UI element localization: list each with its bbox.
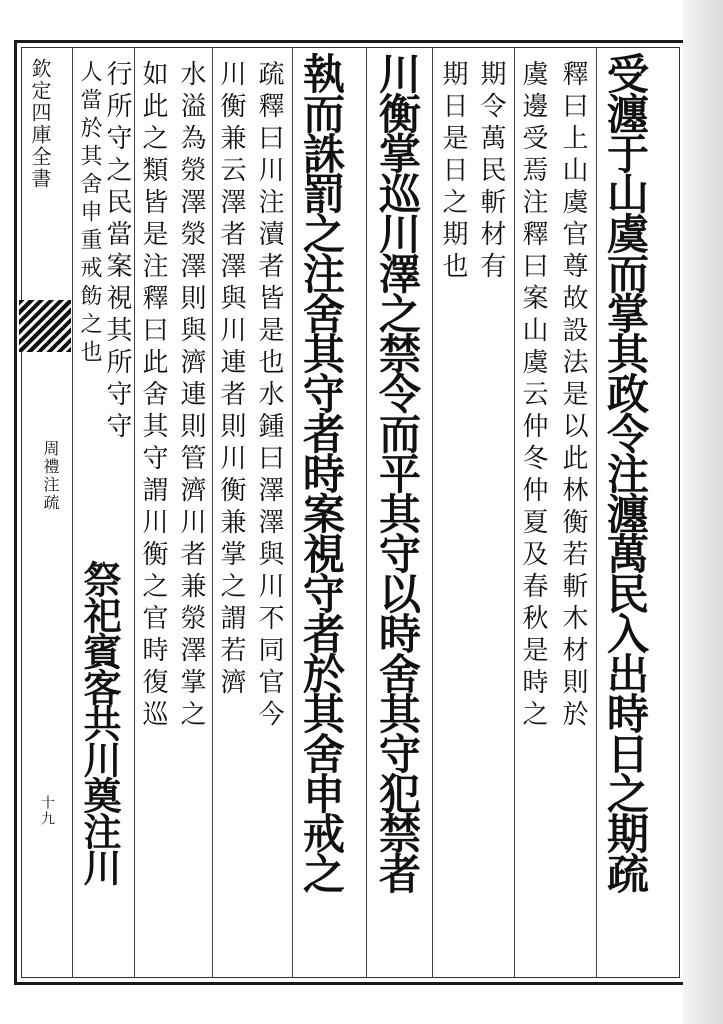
text-column-2: 釋曰上山虞官尊故設法是以此林衡若斬木材則於 xyxy=(558,60,588,732)
text-column-13: 人當於其舍申重戒飭之也 xyxy=(77,60,102,368)
page-number: 十九 xyxy=(39,795,55,827)
fish-tail-mark xyxy=(19,300,71,352)
volume-title: 周禮注疏 xyxy=(41,440,60,512)
column-rule xyxy=(366,47,367,977)
text-column-8: 疏釋曰川注瀆者皆是也水鍾曰澤澤與川不同官今 xyxy=(254,60,284,732)
text-column-6: 川衡掌巡川澤之禁令而平其守以時舍其守犯禁者 xyxy=(373,52,422,892)
text-column-3: 虞邊受焉注釋曰案山虞云仲冬仲夏及春秋是時之 xyxy=(518,60,548,732)
text-column-10: 水溢為滎澤滎澤則與濟連則管濟川者兼滎澤掌之 xyxy=(176,60,206,732)
text-column-1: 受瀍于山虞而掌其政令注瀍萬民入出時日之期疏 xyxy=(601,52,650,892)
column-rule xyxy=(212,47,213,977)
column-rule xyxy=(134,47,135,977)
column-rule xyxy=(432,47,433,977)
text-column-14: 祭祀賓客共川奠注川 xyxy=(77,560,122,884)
text-column-9: 川衡兼云澤者澤與川連者則川衡兼掌之謂若濟 xyxy=(216,60,246,700)
text-column-7: 執而誅罰之注舍其守者時案視守者於其舍申戒之 xyxy=(297,52,346,892)
page-edge xyxy=(683,0,723,1024)
column-rule xyxy=(292,47,293,977)
margin-rule xyxy=(72,47,73,977)
book-title: 欽定四庫全書 xyxy=(28,58,52,190)
text-column-4: 期令萬民斬材有 xyxy=(476,60,506,284)
text-column-5: 期日是日之期也 xyxy=(438,60,468,284)
column-rule xyxy=(596,47,597,977)
column-rule xyxy=(514,47,515,977)
text-column-11: 如此之類皆是注釋曰此舍其守謂川衡之官時復巡 xyxy=(138,60,168,732)
text-column-12: 行所守之民當案視其所守守 xyxy=(102,60,132,444)
